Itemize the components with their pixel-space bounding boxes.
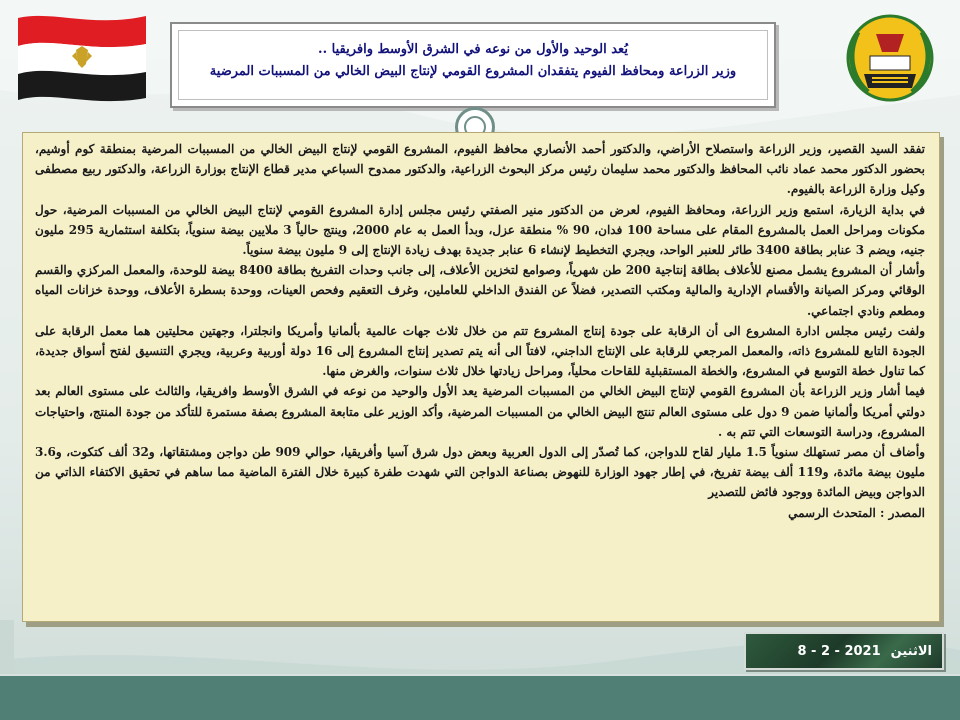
article-paragraph-4: ولفت رئيس مجلس ادارة المشروع الى أن الرقابة على جودة إنتاج المشروع تتم من خلال ثلاث جهات عالمية بألمانيا وأمريكا وانجلترا، وجهتين محليتين هما معمل الرقابة على الجودة التابع للمشروع ذاته، والمعمل المرجعي للرقابة على الإنتاج الداجني، لافتاً الى أنه يتم تصدير إنتاج المشروع إلى 16 دولة أوربية وعربية، ويجري التنسيق لفتح أسواق جديدة، كما تناول خطة التوسع في المشروع، والخطة المستقبلية للقاحات محلياً، ومراحل زيادتها خلال ثلاث سنوات، والغرض منها. bbox=[35, 323, 925, 379]
article-paragraph-6: وأضاف أن مصر تستهلك سنوياً 1.5 مليار لقاح للدواجن، كما تُصدّر إلى الدول العربية وبعض دول شرق آسيا وأفريقيا، حوالي 909 طن دواجن ومشتقاتها، و32 ألف كتكوت، و3.6 مليون بيضة مائدة، و119 ألف بيضة تفريخ، في إطار جهود الوزارة للنهوض بصناعة الدواجن التي شهدت طفرة كبيرة خلال الفترة الماضية مما ساهم في تحقيق الاكتفاء الذاتي من الدواجن وبيض المائدة ووجود فائض للتصدير bbox=[35, 445, 925, 500]
left-decor-bar bbox=[0, 620, 14, 676]
egypt-flag-icon bbox=[12, 10, 152, 102]
headline-inner bbox=[178, 30, 768, 100]
headline-line-2: وزير الزراعة ومحافظ الفيوم يتفقدان المشروع القومي لإنتاج البيض الخالي من المسببات المرضية bbox=[209, 64, 737, 79]
article-paragraph-2: في بداية الزيارة، استمع وزير الزراعة، ومحافظ الفيوم، لعرض من الدكتور منير الصفتي رئيس مجلس إدارة المشروع القومي لإنتاج البيض الخالي من المسببات المرضية، حول مكونات ومراحل العمل بالمشروع المقام على مساحة 100 فدان، 90 % منطقة عزل، وبدأ العمل به عام 2000، وينتج حالياً 3 ملايين بيضة سنوياً، بتكلفة استثمارية 295 مليون جنيه، ويضم 3 عنابر بطاقة 3400 طائر للعنبر الواحد، ويجري التخطيط لإنشاء 6 عنابر جديدة بهدف زيادة الإنتاج إلى 9 مليون بيضة سنوياً. bbox=[35, 202, 926, 258]
ministry-logo-icon bbox=[828, 12, 946, 104]
article-paragraph-1: تفقد السيد القصير، وزير الزراعة واستصلاح الأراضي، والدكتور أحمد الأنصاري محافظ الفيوم، المشروع القومي لإنتاج البيض الخالي من المسببات المرضية بمنطقة كوم أوشيم، بحضور الدكتور محمد عماد نائب المحافظ والدكتور محمد سليمان رئيس مركز البحوث الزراعية، والدكتور ممدوح السباعي مدير قطاع الإنتاج بوزارة الزراعة، والدكتور ربيع مصطفى وكيل وزارة الزراعة بالفيوم. bbox=[35, 142, 925, 197]
date-day: الاثنين bbox=[890, 643, 932, 659]
date-value: 8 - 2 - 2021 bbox=[797, 643, 881, 659]
headline-line-1: يُعد الوحيد والأول من نوعه في الشرق الأوسط وافريقيا .. bbox=[318, 42, 628, 57]
article-body bbox=[22, 132, 940, 622]
article-paragraph-5: فيما أشار وزير الزراعة بأن المشروع القومي لإنتاج البيض الخالي من المسببات المرضية يعد الأول والوحيد من نوعه في الشرق الأوسط وافريقيا، والثالث على مستوى العالم بعد دولتي أمريكا وألمانيا ضمن 9 دول على مستوى العالم تنتج البيض الخالي من المسببات المرضية، وأكد الوزير على متابعة المشروع بصفة مستمرة للتأكد من جودة المنتج، واحتياجات المشروع، ودراسة التوسعات التي تتم به . bbox=[35, 384, 925, 439]
article-paragraph-3: وأشار أن المشروع يشمل مصنع للأعلاف بطاقة إنتاجية 200 طن شهرياً، وصوامع لتخزين الأعلاف، إلى جانب وحدات التفريخ بطاقة 8400 بيضة للوحدة، والمعمل المركزي والقسم الوقائي ومركز الصيانة والأقسام الإدارية والمالية ومكتب التصدير، فضلاً عن الفندق الداخلي للعاملين، وغرف التعقيم وفحص العينات، ووحدة بسطرة الأعلاف، ووحدة خزانات المياه ومطعم ونادي اجتماعي. bbox=[35, 263, 925, 318]
bottom-band bbox=[0, 676, 960, 720]
date-badge bbox=[744, 632, 944, 670]
headline-box bbox=[170, 22, 776, 108]
article-source: المصدر : المتحدث الرسمي bbox=[788, 505, 925, 520]
